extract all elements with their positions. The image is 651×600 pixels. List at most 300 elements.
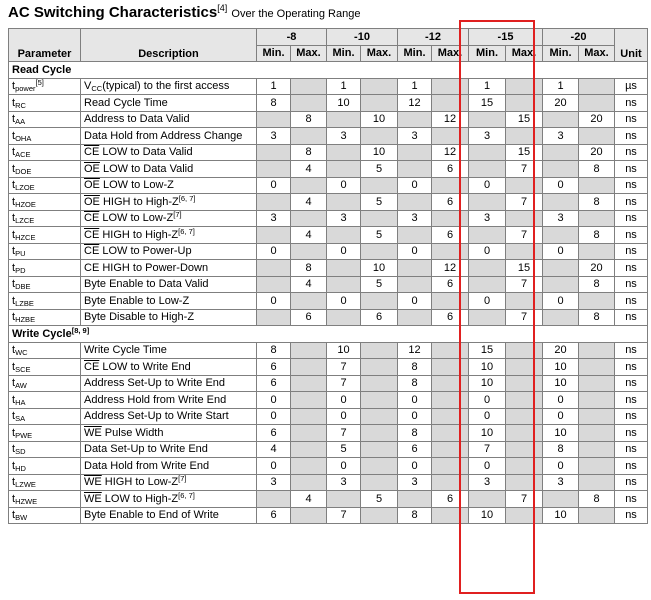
- value-cell: 3: [327, 210, 361, 227]
- parameter-cell: [9, 375, 81, 392]
- param-symbol: t: [12, 426, 16, 439]
- value-cell: [327, 161, 361, 178]
- value-cell: [291, 441, 327, 458]
- value-cell: 8: [398, 425, 432, 442]
- value-cell: 0: [257, 293, 291, 310]
- value-cell: [398, 260, 432, 277]
- param-symbol: t: [12, 509, 16, 522]
- value-cell: 0: [257, 458, 291, 475]
- description-cell: [81, 491, 257, 508]
- value-cell: [469, 144, 506, 161]
- value-cell: 6: [291, 309, 327, 326]
- value-cell: [506, 342, 543, 359]
- value-cell: 4: [291, 276, 327, 293]
- unit-cell: ns: [615, 392, 648, 409]
- desc-active-low-signal: $\overline{CE}$: [84, 212, 100, 225]
- value-cell: [257, 111, 291, 128]
- value-cell: [432, 408, 469, 425]
- desc-active-low-signal: $\overline{CE}$: [84, 245, 100, 258]
- unit-cell: ns: [615, 474, 648, 491]
- value-cell: 5: [361, 276, 398, 293]
- header-speed-20: -20: [543, 29, 615, 46]
- value-cell: 0: [469, 408, 506, 425]
- value-cell: 5: [361, 227, 398, 244]
- title-subtitle: Over the Operating Range: [231, 8, 361, 20]
- value-cell: [506, 95, 543, 112]
- param-subscript: PD: [15, 265, 26, 275]
- description-cell: [81, 392, 257, 409]
- value-cell: [579, 425, 615, 442]
- value-cell: [361, 78, 398, 95]
- value-cell: [327, 227, 361, 244]
- value-cell: 4: [291, 194, 327, 211]
- value-cell: [579, 375, 615, 392]
- value-cell: [291, 293, 327, 310]
- value-cell: [432, 359, 469, 376]
- value-cell: 0: [543, 293, 579, 310]
- value-cell: [506, 243, 543, 260]
- value-cell: [291, 359, 327, 376]
- value-cell: [257, 309, 291, 326]
- value-cell: 7: [506, 194, 543, 211]
- value-cell: 10: [361, 111, 398, 128]
- desc-text: LOW to Data Valid: [99, 162, 194, 175]
- value-cell: [506, 210, 543, 227]
- value-cell: [579, 95, 615, 112]
- value-cell: 8: [291, 111, 327, 128]
- header-max: Max.: [432, 45, 469, 62]
- value-cell: [469, 260, 506, 277]
- param-symbol: t: [12, 212, 16, 225]
- unit-cell: ns: [615, 507, 648, 524]
- parameter-cell: [9, 227, 81, 244]
- param-subscript: HZBE: [15, 315, 36, 325]
- desc-text: Byte Disable to High-Z: [84, 311, 195, 324]
- description-cell: [81, 95, 257, 112]
- title-footnote-ref: [4]: [217, 3, 228, 13]
- desc-text: LOW to Low-Z: [99, 212, 174, 225]
- value-cell: [506, 408, 543, 425]
- value-cell: 0: [398, 408, 432, 425]
- desc-text: Data Set-Up to Write End: [84, 443, 208, 456]
- value-cell: 7: [506, 161, 543, 178]
- value-cell: [579, 474, 615, 491]
- desc-text: Read Cycle Time: [84, 96, 168, 109]
- section-label: Read Cycle: [12, 63, 72, 76]
- description-cell: [81, 194, 257, 211]
- value-cell: 7: [506, 276, 543, 293]
- value-cell: [469, 276, 506, 293]
- value-cell: 3: [469, 474, 506, 491]
- value-cell: [291, 177, 327, 194]
- value-cell: 8: [579, 276, 615, 293]
- value-cell: [327, 194, 361, 211]
- value-cell: 5: [361, 161, 398, 178]
- param-symbol: t: [12, 245, 16, 258]
- value-cell: 6: [257, 375, 291, 392]
- value-cell: 0: [257, 408, 291, 425]
- value-cell: [506, 177, 543, 194]
- value-cell: [579, 408, 615, 425]
- value-cell: [432, 128, 469, 145]
- unit-cell: ns: [615, 128, 648, 145]
- value-cell: 0: [543, 177, 579, 194]
- desc-text: HIGH to High-Z: [99, 228, 179, 241]
- param-subscript: RC: [15, 100, 26, 110]
- header-speed-15: -15: [469, 29, 543, 46]
- value-cell: [361, 474, 398, 491]
- param-symbol: t: [12, 344, 16, 357]
- section-label: Write Cycle: [12, 327, 72, 340]
- table-row: [9, 276, 648, 293]
- value-cell: [432, 375, 469, 392]
- value-cell: [257, 161, 291, 178]
- table-row: [9, 144, 648, 161]
- value-cell: [398, 111, 432, 128]
- param-subscript: DBE: [15, 282, 31, 292]
- param-symbol: t: [12, 96, 16, 109]
- unit-cell: ns: [615, 144, 648, 161]
- value-cell: 0: [469, 243, 506, 260]
- header-speed-12: -12: [398, 29, 469, 46]
- value-cell: [579, 210, 615, 227]
- parameter-cell: [9, 293, 81, 310]
- table-row: [9, 194, 648, 211]
- description-cell: [81, 276, 257, 293]
- header-description: Description: [81, 29, 257, 62]
- desc-active-low-signal: $\overline{CE}$: [84, 360, 100, 373]
- value-cell: [361, 507, 398, 524]
- value-cell: [506, 425, 543, 442]
- value-cell: 3: [543, 128, 579, 145]
- value-cell: [432, 293, 469, 310]
- value-cell: [257, 276, 291, 293]
- param-symbol: t: [12, 261, 16, 274]
- header-max: Max.: [579, 45, 615, 62]
- value-cell: [579, 293, 615, 310]
- value-cell: [579, 507, 615, 524]
- value-cell: 6: [398, 441, 432, 458]
- table-row: [9, 458, 648, 475]
- unit-cell: µs: [615, 78, 648, 95]
- value-cell: [361, 458, 398, 475]
- parameter-cell: [9, 425, 81, 442]
- value-cell: 5: [327, 441, 361, 458]
- value-cell: [432, 392, 469, 409]
- description-cell: [81, 161, 257, 178]
- description-cell: [81, 260, 257, 277]
- value-cell: 0: [398, 177, 432, 194]
- table-row: [9, 161, 648, 178]
- value-cell: 0: [398, 293, 432, 310]
- value-cell: 20: [579, 111, 615, 128]
- value-cell: 10: [543, 507, 579, 524]
- param-symbol: t: [12, 443, 16, 456]
- parameter-cell: [9, 276, 81, 293]
- desc-subscript: CC: [91, 84, 103, 94]
- value-cell: [543, 194, 579, 211]
- desc-text: Data Hold from Write End: [84, 459, 210, 472]
- value-cell: 10: [469, 507, 506, 524]
- value-cell: 0: [543, 243, 579, 260]
- value-cell: 7: [327, 507, 361, 524]
- value-cell: 3: [398, 128, 432, 145]
- param-subscript: DOE: [15, 166, 32, 176]
- desc-active-low-signal: $\overline{OE}$: [84, 179, 100, 192]
- value-cell: 0: [327, 243, 361, 260]
- value-cell: [506, 507, 543, 524]
- description-cell: [81, 293, 257, 310]
- table-row: [9, 128, 648, 145]
- value-cell: 0: [398, 243, 432, 260]
- unit-cell: ns: [615, 342, 648, 359]
- param-symbol: t: [12, 162, 16, 175]
- value-cell: [506, 375, 543, 392]
- parameter-cell: [9, 95, 81, 112]
- header-row-speeds: [9, 29, 648, 46]
- value-cell: 4: [291, 227, 327, 244]
- table-row: [9, 111, 648, 128]
- value-cell: [398, 276, 432, 293]
- value-cell: [543, 111, 579, 128]
- table-row: [9, 78, 648, 95]
- value-cell: 12: [432, 111, 469, 128]
- header-max: Max.: [506, 45, 543, 62]
- header-min: Min.: [327, 45, 361, 62]
- value-cell: [291, 243, 327, 260]
- desc-text: Address to Data Valid: [84, 113, 190, 126]
- value-cell: [361, 408, 398, 425]
- value-cell: 7: [327, 425, 361, 442]
- unit-cell: ns: [615, 309, 648, 326]
- param-symbol: t: [12, 146, 16, 159]
- value-cell: [327, 144, 361, 161]
- value-cell: [291, 458, 327, 475]
- value-cell: 12: [398, 342, 432, 359]
- value-cell: 6: [432, 227, 469, 244]
- value-cell: 10: [543, 359, 579, 376]
- unit-cell: ns: [615, 276, 648, 293]
- value-cell: 3: [543, 474, 579, 491]
- value-cell: 1: [257, 78, 291, 95]
- param-subscript: power: [15, 84, 36, 94]
- table-row: [9, 293, 648, 310]
- value-cell: 3: [469, 128, 506, 145]
- param-symbol: t: [12, 113, 16, 126]
- value-cell: [469, 161, 506, 178]
- value-cell: [469, 111, 506, 128]
- value-cell: 0: [543, 458, 579, 475]
- description-cell: [81, 408, 257, 425]
- desc-text: LOW to Power-Up: [99, 245, 192, 258]
- value-cell: [432, 507, 469, 524]
- table-row: [9, 260, 648, 277]
- desc-text: Pulse Width: [101, 426, 164, 439]
- desc-active-low-signal: $\overline{OE}$: [84, 162, 100, 175]
- value-cell: 1: [469, 78, 506, 95]
- param-symbol: t: [12, 492, 16, 505]
- unit-cell: ns: [615, 111, 648, 128]
- value-cell: [327, 276, 361, 293]
- value-cell: [432, 177, 469, 194]
- value-cell: 8: [579, 309, 615, 326]
- value-cell: 5: [361, 491, 398, 508]
- value-cell: 1: [327, 78, 361, 95]
- value-cell: 3: [257, 474, 291, 491]
- value-cell: [543, 276, 579, 293]
- desc-text: Data Hold from Address Change: [84, 129, 243, 142]
- value-cell: 8: [579, 491, 615, 508]
- param-symbol: t: [12, 80, 16, 93]
- description-cell: [81, 210, 257, 227]
- value-cell: [291, 342, 327, 359]
- param-subscript: LZWE: [15, 480, 36, 490]
- value-cell: 8: [579, 161, 615, 178]
- desc-text: LOW to Low-Z: [99, 179, 174, 192]
- header-parameter: Parameter: [9, 29, 81, 62]
- value-cell: [361, 128, 398, 145]
- value-cell: 20: [543, 95, 579, 112]
- value-cell: [543, 491, 579, 508]
- param-symbol: t: [12, 179, 16, 192]
- value-cell: [398, 309, 432, 326]
- parameter-cell: [9, 342, 81, 359]
- unit-cell: ns: [615, 441, 648, 458]
- unit-cell: ns: [615, 359, 648, 376]
- value-cell: [432, 458, 469, 475]
- unit-cell: ns: [615, 95, 648, 112]
- param-subscript: HZWE: [15, 496, 38, 506]
- section-note: [8, 9]: [71, 325, 90, 335]
- value-cell: [398, 227, 432, 244]
- value-cell: [432, 210, 469, 227]
- value-cell: [361, 95, 398, 112]
- header-min: Min.: [257, 45, 291, 62]
- description-cell: [81, 359, 257, 376]
- table-row: [9, 95, 648, 112]
- value-cell: 8: [291, 260, 327, 277]
- parameter-cell: [9, 309, 81, 326]
- value-cell: 6: [257, 507, 291, 524]
- value-cell: 0: [327, 408, 361, 425]
- desc-text: (typical) to the first access: [102, 80, 230, 93]
- unit-cell: ns: [615, 227, 648, 244]
- value-cell: 3: [398, 474, 432, 491]
- value-cell: [543, 309, 579, 326]
- table-row: [9, 210, 648, 227]
- param-symbol: t: [12, 195, 16, 208]
- header-min: Min.: [543, 45, 579, 62]
- parameter-cell: [9, 260, 81, 277]
- description-cell: [81, 227, 257, 244]
- value-cell: 20: [579, 144, 615, 161]
- desc-text: Address Hold from Write End: [84, 393, 227, 406]
- value-cell: 3: [327, 474, 361, 491]
- table-row: [9, 392, 648, 409]
- table-row: [9, 227, 648, 244]
- param-subscript: OHA: [15, 133, 32, 143]
- value-cell: [579, 128, 615, 145]
- desc-footnote: [7]: [178, 474, 187, 484]
- desc-active-low-signal: $\overline{CE}$: [84, 228, 100, 241]
- value-cell: 12: [432, 260, 469, 277]
- value-cell: [579, 392, 615, 409]
- value-cell: [432, 78, 469, 95]
- value-cell: [543, 227, 579, 244]
- value-cell: 10: [469, 359, 506, 376]
- param-symbol: t: [12, 476, 16, 489]
- param-symbol: t: [12, 410, 16, 423]
- desc-active-low-signal: $\overline{OE}$: [84, 195, 100, 208]
- value-cell: 0: [327, 177, 361, 194]
- value-cell: 0: [469, 392, 506, 409]
- value-cell: 8: [398, 507, 432, 524]
- param-subscript: HA: [15, 397, 26, 407]
- value-cell: 0: [327, 392, 361, 409]
- value-cell: [579, 243, 615, 260]
- desc-footnote: [7]: [173, 210, 182, 220]
- param-subscript: WC: [15, 348, 28, 358]
- unit-cell: ns: [615, 243, 648, 260]
- param-subscript: SA: [15, 414, 26, 424]
- value-cell: [506, 458, 543, 475]
- value-cell: 6: [432, 194, 469, 211]
- table-body: [9, 62, 648, 524]
- value-cell: [361, 359, 398, 376]
- value-cell: 4: [291, 161, 327, 178]
- value-cell: [291, 128, 327, 145]
- value-cell: [361, 243, 398, 260]
- description-cell: [81, 111, 257, 128]
- table-row: [9, 359, 648, 376]
- param-symbol: t: [12, 228, 16, 241]
- value-cell: [291, 425, 327, 442]
- value-cell: [291, 210, 327, 227]
- value-cell: [469, 227, 506, 244]
- value-cell: [361, 177, 398, 194]
- value-cell: 0: [327, 458, 361, 475]
- desc-text: LOW to Data Valid: [99, 146, 193, 159]
- unit-cell: ns: [615, 161, 648, 178]
- value-cell: 6: [257, 359, 291, 376]
- table-title: [8, 4, 360, 21]
- param-symbol: t: [12, 311, 16, 324]
- table-row: [9, 408, 648, 425]
- value-cell: 1: [543, 78, 579, 95]
- value-cell: [432, 243, 469, 260]
- value-cell: 10: [327, 95, 361, 112]
- value-cell: 15: [506, 144, 543, 161]
- unit-cell: ns: [615, 210, 648, 227]
- value-cell: 15: [469, 95, 506, 112]
- value-cell: 3: [257, 128, 291, 145]
- desc-text: HIGH to Low-Z: [101, 476, 179, 489]
- param-subscript: ACE: [15, 150, 31, 160]
- desc-text: LOW to High-Z: [101, 492, 179, 505]
- param-subscript: LZBE: [15, 298, 34, 308]
- value-cell: [506, 359, 543, 376]
- parameter-cell: [9, 161, 81, 178]
- param-footnote: [5]: [35, 78, 44, 88]
- unit-cell: ns: [615, 177, 648, 194]
- value-cell: 8: [257, 95, 291, 112]
- value-cell: 3: [327, 128, 361, 145]
- value-cell: 3: [398, 210, 432, 227]
- value-cell: [432, 425, 469, 442]
- section-row: [9, 62, 648, 79]
- section-row: [9, 326, 648, 343]
- value-cell: [432, 441, 469, 458]
